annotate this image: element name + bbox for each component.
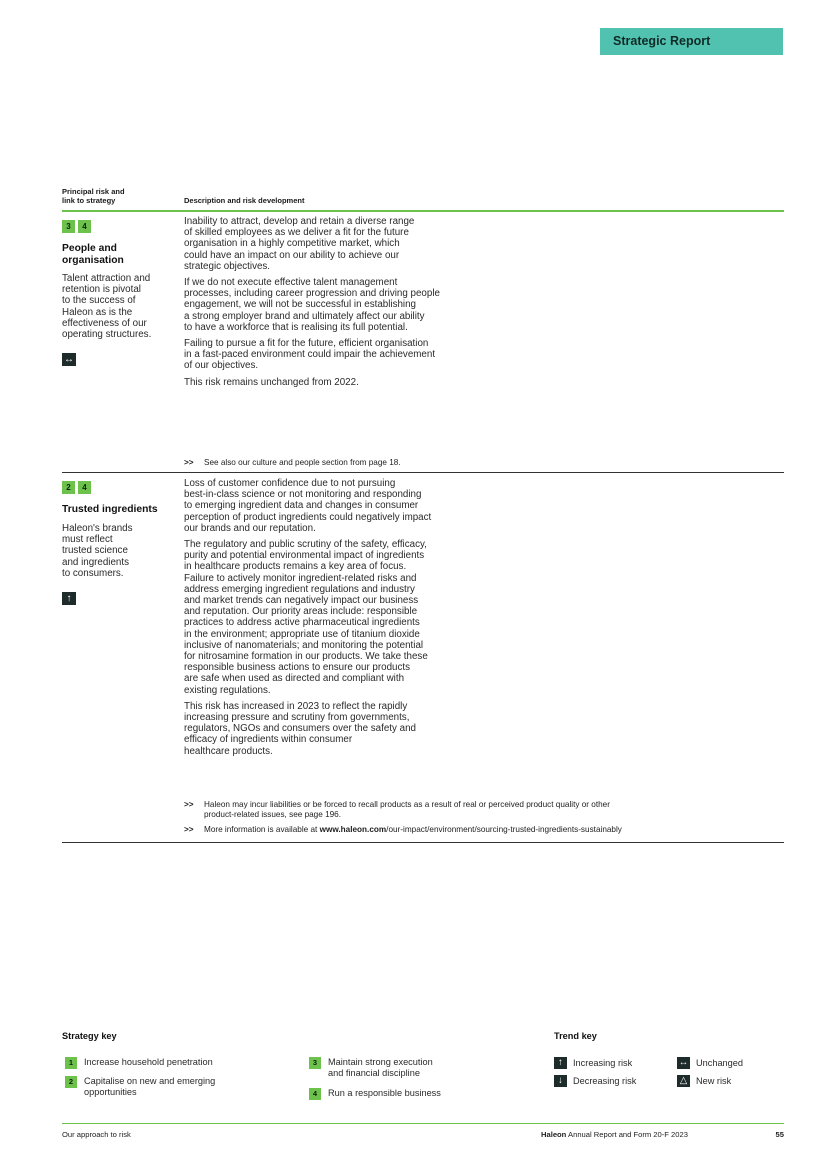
description-paragraph: This risk remains unchanged from 2022.: [184, 376, 359, 388]
risk-title: People and: [62, 243, 117, 254]
risk-summary-line: and ingredients: [62, 556, 129, 568]
see-also-reference: [184, 458, 784, 468]
risk-title: Trusted ingredients: [62, 504, 158, 515]
strategy-badge: 4: [78, 220, 91, 233]
strategy-key-item: 4 Run a responsible business: [309, 1088, 441, 1100]
risk-summary: [62, 273, 174, 340]
strategy-badge: 3: [62, 220, 75, 233]
liabilities-reference: [184, 800, 784, 820]
strategy-badge: 2: [62, 481, 75, 494]
row-divider: [62, 472, 784, 473]
risk-summary-line: to consumers.: [62, 567, 124, 579]
risk-summary: [62, 523, 174, 579]
strategy-badge: 3: [309, 1057, 321, 1069]
risk-description: [184, 216, 504, 393]
risk-summary-line: Haleon as is the: [62, 306, 133, 318]
strategy-badge: 4: [78, 481, 91, 494]
trend-key-title: Trend key: [554, 1031, 597, 1041]
haleon-website-link[interactable]: www.haleon.com: [319, 825, 387, 834]
trend-key-item: ↑ Increasing risk: [554, 1057, 632, 1069]
footer-report: Haleon Annual Report and Form 20-F 2023: [541, 1130, 688, 1139]
strategy-badge: 1: [65, 1057, 77, 1069]
column-header-risk-line1: Principal risk and: [62, 187, 125, 196]
increasing-icon: ↑: [554, 1057, 567, 1069]
risk-summary-line: Haleon's brands: [62, 523, 133, 534]
risk-description: [184, 478, 504, 762]
description-paragraph: This risk has increased in 2023 to reflect the rapidly increasing pressure and scrutiny from governments, regulators, NGOs and consumers over the safety and efficacy of ingredients within consumer healthcare products.: [184, 700, 416, 757]
increasing-icon: ↑: [62, 592, 76, 605]
column-header-description: Description and risk development: [184, 196, 305, 205]
liabilities-text: Haleon may incur liabilities or be forced to recall products as a result of real or perceived product quality or other product-related issues, see page 196.: [204, 800, 610, 819]
risk-summary-line: must reflect: [62, 534, 113, 546]
column-header-risk-line2: link to strategy: [62, 196, 116, 205]
strategy-link-badges: [62, 481, 91, 494]
strategy-link-badges: [62, 220, 91, 233]
strategy-key-title: Strategy key: [62, 1031, 117, 1041]
strategy-key-item: 3 Maintain strong execution and financial discipline: [309, 1057, 433, 1078]
unchanged-icon: ↔: [678, 1057, 689, 1068]
strategy-badge: 2: [65, 1076, 77, 1088]
footer-brand: Haleon: [541, 1130, 567, 1139]
description-paragraph: Loss of customer confidence due to not pursuing best-in-class science or not monitoring and responding to emerging ingredient data and changes in consumer perception of product ingredients could negatively impact our brands and our reputation.: [184, 478, 432, 534]
description-paragraph: Failing to pursue a fit for the future, efficient organisation in a fast-paced environment could impair the achievement of our objectives.: [184, 338, 436, 372]
unchanged-icon: ↔: [64, 354, 74, 366]
risk-summary-line: operating structures.: [62, 329, 152, 341]
trend-key-item: ↔ Unchanged: [678, 1057, 743, 1068]
reference-arrows-icon: >>: [184, 800, 194, 809]
footer-section: Our approach to risk: [62, 1130, 131, 1139]
more-info-text: More information is available at www.haleon.com/our-impact/environment/sourcing-trusted-ingredients-sustainably: [204, 825, 622, 834]
strategy-key-item: 1 Increase household penetration: [65, 1057, 213, 1069]
new-risk-icon: △: [677, 1075, 690, 1087]
trend-key-item: △ New risk: [677, 1075, 731, 1087]
risk-summary-line: to the success of: [62, 295, 136, 307]
page-number: 55: [775, 1130, 784, 1139]
description-paragraph: Inability to attract, develop and retain a diverse range of skilled employees as we deliver a fit for the future organisation in a highly competitive market, which could have an impact on our ability to achieve our strategic objectives.: [184, 216, 415, 272]
reference-arrows-icon: >>: [184, 825, 194, 834]
risk-summary-line: effectiveness of our: [62, 317, 147, 329]
risk-summary-line: retention is pivotal: [62, 284, 141, 296]
description-paragraph: If we do not execute effective talent management processes, including career progression and driving people engagement, we will not be successful in establishing a strong employer brand and ultimately affect our ability to have a workforce that is realising its full potential.: [184, 277, 440, 333]
risk-summary-line: trusted science: [62, 545, 128, 557]
trend-key-item: ↓ Decreasing risk: [554, 1075, 636, 1087]
description-paragraph: The regulatory and public scrutiny of the safety, efficacy, purity and potential environmental impact of ingredients in healthcare products remains a key area of focus. Failure to actively monitor ingredient-related risks and address emerging ingredient regulations and industry and market trends can negatively impact our business and reputation. Our priority areas include: responsible practices to address active pharmaceutical ingredients in the environment; appropriate use of titanium dioxide inclusive of nanomaterials; and monitoring the potential for nitrosamine formation in our products. We take these responsible business actions to ensure our products are safe when used as directed and compliant with existing regulations.: [184, 539, 428, 696]
more-info-reference: [184, 825, 784, 835]
column-header-risk: [62, 187, 125, 205]
risk-title: organisation: [62, 255, 124, 266]
reference-arrows-icon: >>: [184, 458, 194, 467]
decreasing-icon: ↓: [554, 1075, 567, 1087]
table-header-rule: [62, 210, 784, 212]
strategy-badge: 4: [309, 1088, 321, 1100]
see-also-text: See also our culture and people section from page 18.: [204, 458, 401, 467]
strategy-key-item: 2 Capitalise on new and emerging opportunities: [65, 1076, 215, 1097]
footer-rule: [62, 1123, 784, 1124]
risk-summary-line: Talent attraction and: [62, 273, 151, 284]
risk-people-organisation: [62, 243, 174, 366]
table-bottom-rule: [62, 842, 784, 843]
risk-trusted-ingredients: [62, 504, 174, 605]
section-header-tab: Strategic Report: [600, 28, 783, 55]
